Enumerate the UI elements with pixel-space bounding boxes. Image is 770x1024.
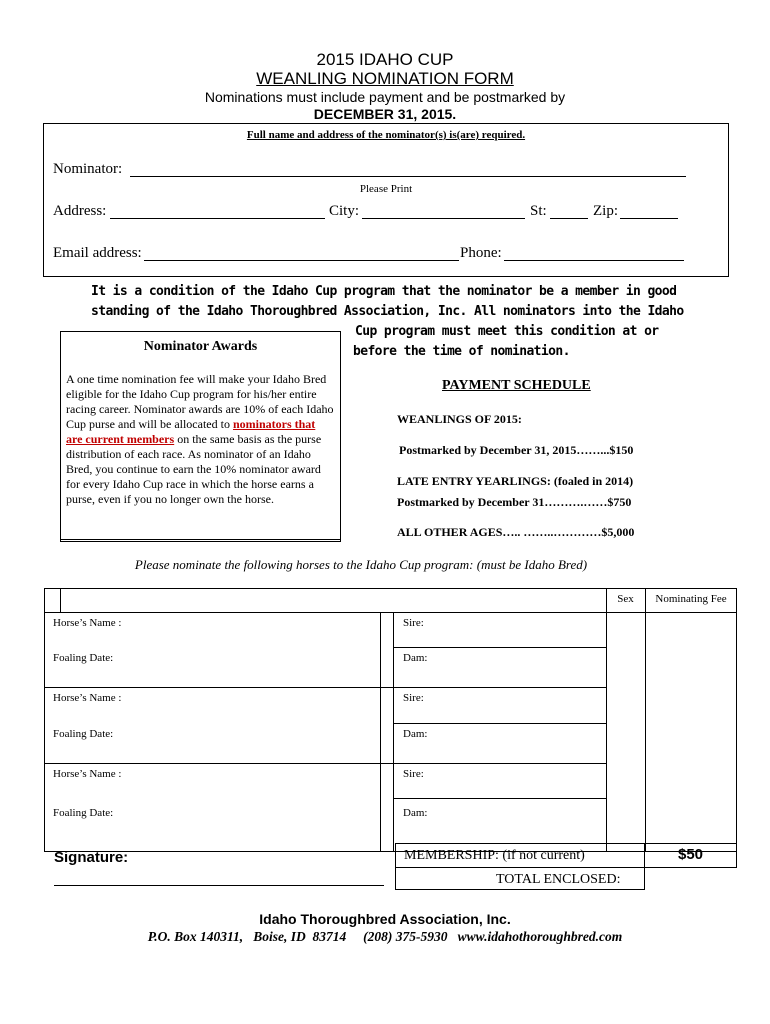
state-label: St: — [530, 203, 547, 219]
footer-address: P.O. Box 140311, Boise, ID 83714 (208) 375-5930 www.idahothoroughbred.com — [147, 929, 623, 944]
awards-title: Nominator Awards — [143, 339, 258, 354]
awards-text-part1: A one time nomination fee will make your Idaho Bred eligible for the Idaho Cup program for his/her entire racing career. Nominator awards are 10% of each Idaho Cup purse and will be allocated to — [66, 372, 334, 431]
table-border — [44, 588, 737, 852]
total-enclosed-label: TOTAL ENCLOSED: — [496, 872, 621, 887]
nominate-instruction: Please nominate the following horses to the Idaho Cup program: (must be Idaho Bred) — [134, 557, 588, 572]
horse-3-sire-rule — [393, 798, 606, 799]
sex-column-border — [606, 588, 607, 852]
condition-line-2: standing of the Idaho Thoroughbred Association, Inc. All nominators into the Idaho — [91, 304, 684, 319]
weanlings-heading: WEANLINGS OF 2015: — [397, 412, 522, 426]
condition-line-1: It is a condition of the Idaho Cup program that the nominator be a member in good — [91, 284, 677, 299]
horse-2-name-label: Horse’s Name : — [53, 692, 122, 704]
horse-1-foaling-label: Foaling Date: — [53, 652, 114, 664]
horse-1-dam-label: Dam: — [403, 652, 428, 664]
form-title-year: 2015 IDAHO CUP — [316, 50, 454, 69]
totals-row-rule — [396, 867, 644, 868]
payment-schedule-title: PAYMENT SCHEDULE — [442, 378, 591, 393]
table-header-left-cell — [60, 588, 61, 612]
form-subtitle: Nominations must include payment and be postmarked by — [204, 89, 566, 105]
horse-1-sire-rule — [393, 647, 606, 648]
horse-2-sire-rule — [393, 723, 606, 724]
other-ages-fee: ALL OTHER AGES….. ……..…………$5,000 — [397, 525, 635, 539]
nominator-label: Nominator: — [53, 161, 123, 177]
table-header-rule — [44, 612, 737, 613]
membership-label: MEMBERSHIP: (if not current) — [404, 848, 585, 863]
email-label: Email address: — [53, 245, 142, 261]
horse-2-foaling-label: Foaling Date: — [53, 728, 114, 740]
horse-3-foaling-label: Foaling Date: — [53, 807, 114, 819]
totals-box — [395, 843, 645, 890]
horse-2-dam-label: Dam: — [403, 728, 428, 740]
pedigree-column-border — [393, 612, 394, 852]
horse-1-name-label: Horse’s Name : — [53, 617, 122, 629]
form-title: WEANLING NOMINATION FORM — [256, 69, 514, 88]
weanlings-fee: Postmarked by December 31, 2015……...$150 — [399, 443, 634, 457]
zip-label: Zip: — [593, 203, 618, 219]
horse-2-row-rule — [44, 763, 606, 764]
footer-org: Idaho Thoroughbred Association, Inc. — [259, 911, 511, 927]
horse-1-row-rule — [44, 687, 606, 688]
email-field[interactable] — [144, 260, 459, 261]
zip-field[interactable] — [620, 218, 678, 219]
required-note: Full name and address of the nominator(s) is(are) required. — [246, 129, 526, 141]
city-label: City: — [329, 203, 360, 219]
membership-fee-cell — [644, 843, 737, 868]
horses-table — [44, 588, 737, 852]
awards-text-part2: on the same basis as the purse distribution of each race. As nominator of an Idaho Bred, you continue to earn the 10% nominator award for every Idaho Cup race in which the horse earns a purse, even if you no longer own the horse. — [66, 432, 322, 506]
fee-column-border — [645, 588, 646, 852]
membership-fee: $50 — [677, 846, 704, 863]
nominator-info-box — [43, 123, 729, 277]
awards-text — [66, 372, 334, 507]
phone-label: Phone: — [460, 245, 502, 261]
horse-3-sire-label: Sire: — [403, 768, 424, 780]
address-label: Address: — [53, 203, 107, 219]
phone-field[interactable] — [504, 260, 684, 261]
horse-3-dam-label: Dam: — [403, 807, 428, 819]
signature-field[interactable] — [54, 885, 384, 886]
horse-3-name-label: Horse’s Name : — [53, 768, 122, 780]
nominator-awards-box — [60, 331, 341, 542]
state-field[interactable] — [550, 218, 588, 219]
late-entry-heading: LATE ENTRY YEARLINGS: (foaled in 2014) — [397, 474, 634, 488]
late-entry-fee: Postmarked by December 31……….……$750 — [397, 495, 632, 509]
address-field[interactable] — [110, 218, 325, 219]
awards-highlight: nominators that are current members — [66, 417, 316, 446]
awards-bottom-rule — [60, 539, 341, 540]
fee-header: Nominating Fee — [655, 593, 727, 605]
please-print-note: Please Print — [359, 183, 413, 195]
horse-2-sire-label: Sire: — [403, 692, 424, 704]
condition-line-4: before the time of nomination. — [353, 344, 570, 359]
city-field[interactable] — [362, 218, 525, 219]
horse-1-sire-label: Sire: — [403, 617, 424, 629]
form-deadline: DECEMBER 31, 2015. — [313, 106, 457, 122]
sex-header: Sex — [617, 593, 634, 605]
name-column-border — [380, 612, 381, 852]
nominator-field[interactable] — [130, 176, 686, 177]
condition-line-3: Cup program must meet this condition at or — [355, 324, 659, 339]
signature-label: Signature: — [54, 849, 129, 866]
